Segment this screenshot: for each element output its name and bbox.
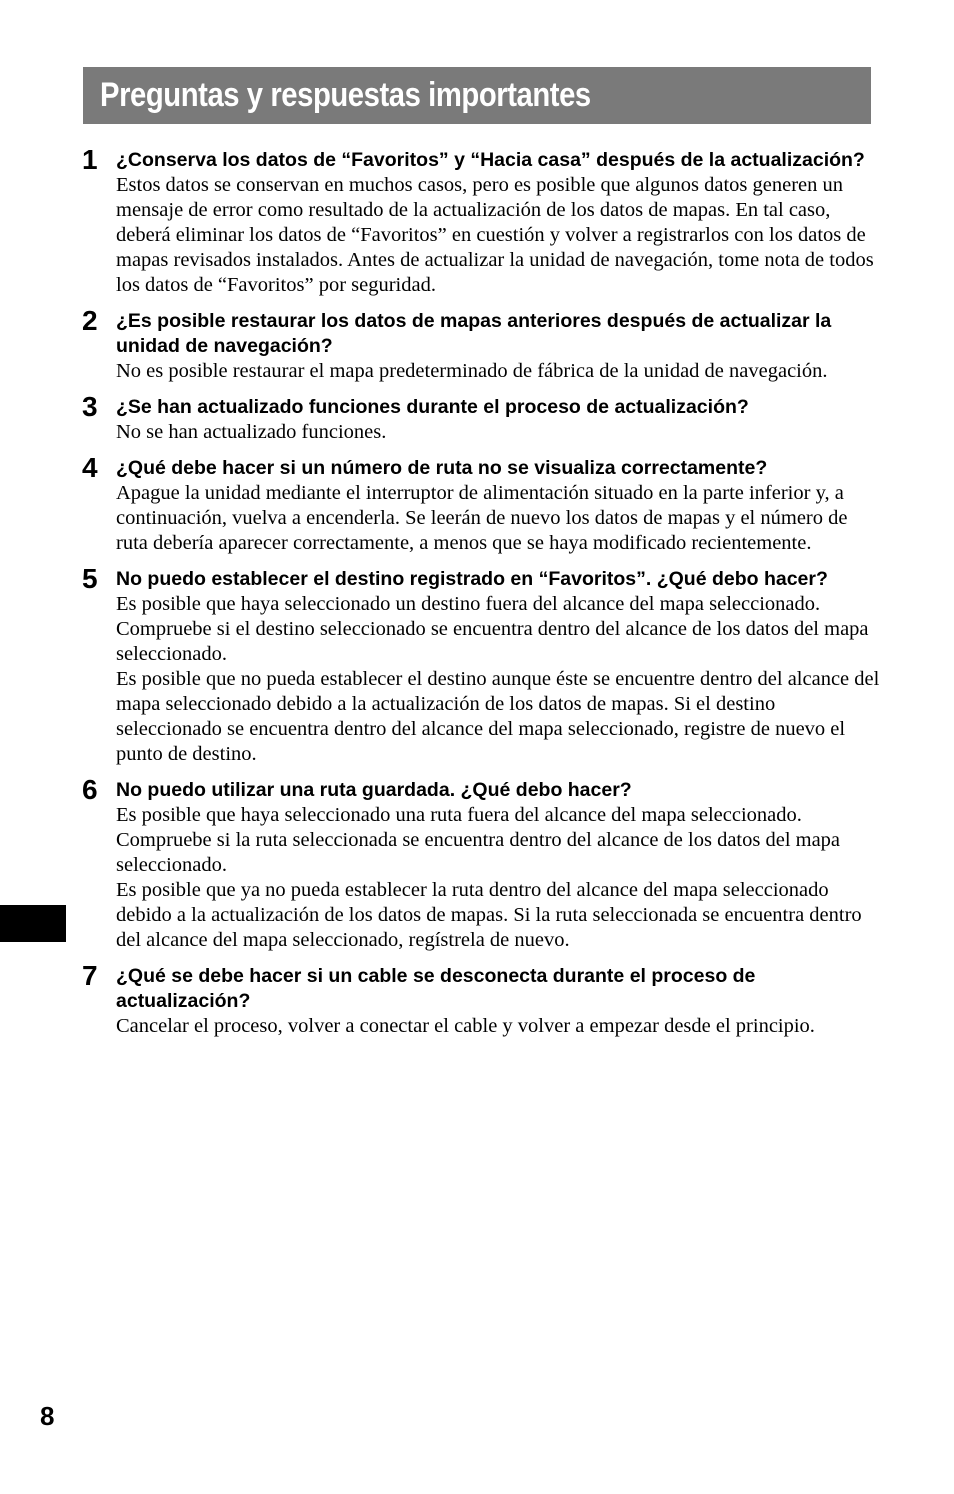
answer: Apague la unidad mediante el interruptor de alimentación situado en la parte inferior y, a continuación, vuelva a encenderla. Se leerán de nuevo los datos de mapas y el número de ruta debería aparecer correctamente, a menos que se haya modificado recientemente. xyxy=(116,482,848,554)
answer: No es posible restaurar el mapa predeterminado de fábrica de la unidad de navegación. xyxy=(116,360,828,382)
page-title-bar xyxy=(83,67,871,124)
question: No puedo utilizar una ruta guardada. ¿Qué debo hacer? xyxy=(116,779,632,801)
item-number: 7 xyxy=(82,960,98,991)
answer: Es posible que no pueda establecer el destino aunque éste se encuentre dentro del alcance del mapa seleccionado debido a la actualización de los datos de mapas. Si el destino seleccionado se encuentra dentro del alcance del mapa seleccionado, registre de nuevo el punto de destino. xyxy=(116,668,880,765)
qa-item-6 xyxy=(82,774,882,953)
item-number: 2 xyxy=(82,305,98,336)
question: ¿Es posible restaurar los datos de mapas anteriores después de actualizar la unidad de navegación? xyxy=(116,310,832,357)
qa-list xyxy=(82,144,882,1050)
item-number: 5 xyxy=(82,563,98,594)
question: ¿Qué debe hacer si un número de ruta no se visualiza correctamente? xyxy=(116,457,768,479)
item-number: 4 xyxy=(82,452,98,483)
item-number: 3 xyxy=(82,391,98,422)
page-title: Preguntas y respuestas importantes xyxy=(100,76,591,114)
question: ¿Qué se debe hacer si un cable se desconecta durante el proceso de actualización? xyxy=(116,965,756,1012)
answer: Es posible que haya seleccionado una ruta fuera del alcance del mapa seleccionado. Compruebe si la ruta seleccionada se encuentra dentro del alcance de los datos del mapa seleccionado. xyxy=(116,804,841,876)
answer: Es posible que ya no pueda establecer la ruta dentro del alcance del mapa seleccionado debido a la actualización de los datos de mapas. Si la ruta seleccionada se encuentra dentro del alcance del mapa seleccionado, regístrela de nuevo. xyxy=(116,879,862,951)
answer: Cancelar el proceso, volver a conectar el cable y volver a empezar desde el principio. xyxy=(116,1015,815,1037)
qa-item-1 xyxy=(82,144,882,298)
question: ¿Conserva los datos de “Favoritos” y “Hacia casa” después de la actualización? xyxy=(116,149,865,171)
page-number: 8 xyxy=(40,1401,55,1431)
qa-item-7 xyxy=(82,960,882,1039)
question: No puedo establecer el destino registrado en “Favoritos”. ¿Qué debo hacer? xyxy=(116,568,828,590)
answer: Es posible que haya seleccionado un destino fuera del alcance del mapa seleccionado. Compruebe si el destino seleccionado se encuentra dentro del alcance de los datos del mapa seleccionado. xyxy=(116,593,869,665)
qa-item-2 xyxy=(82,305,882,384)
item-number: 6 xyxy=(82,774,98,805)
question: ¿Se han actualizado funciones durante el proceso de actualización? xyxy=(116,396,749,418)
qa-item-4 xyxy=(82,452,882,556)
item-number: 1 xyxy=(82,144,98,175)
qa-item-5 xyxy=(82,563,882,767)
answer: Estos datos se conservan en muchos casos, pero es posible que algunos datos generen un mensaje de error como resultado de la actualización de los datos de mapas. En tal caso, deberá eliminar los datos de “Favoritos” en cuestión y volver a registrarlos con los datos de mapas revisados instalados. Antes de actualizar la unidad de navegación, tome nota de todos los datos de “Favoritos” por seguridad. xyxy=(116,174,874,296)
answer: No se han actualizado funciones. xyxy=(116,421,387,443)
qa-item-3 xyxy=(82,391,882,445)
section-tab-marker xyxy=(0,905,66,942)
